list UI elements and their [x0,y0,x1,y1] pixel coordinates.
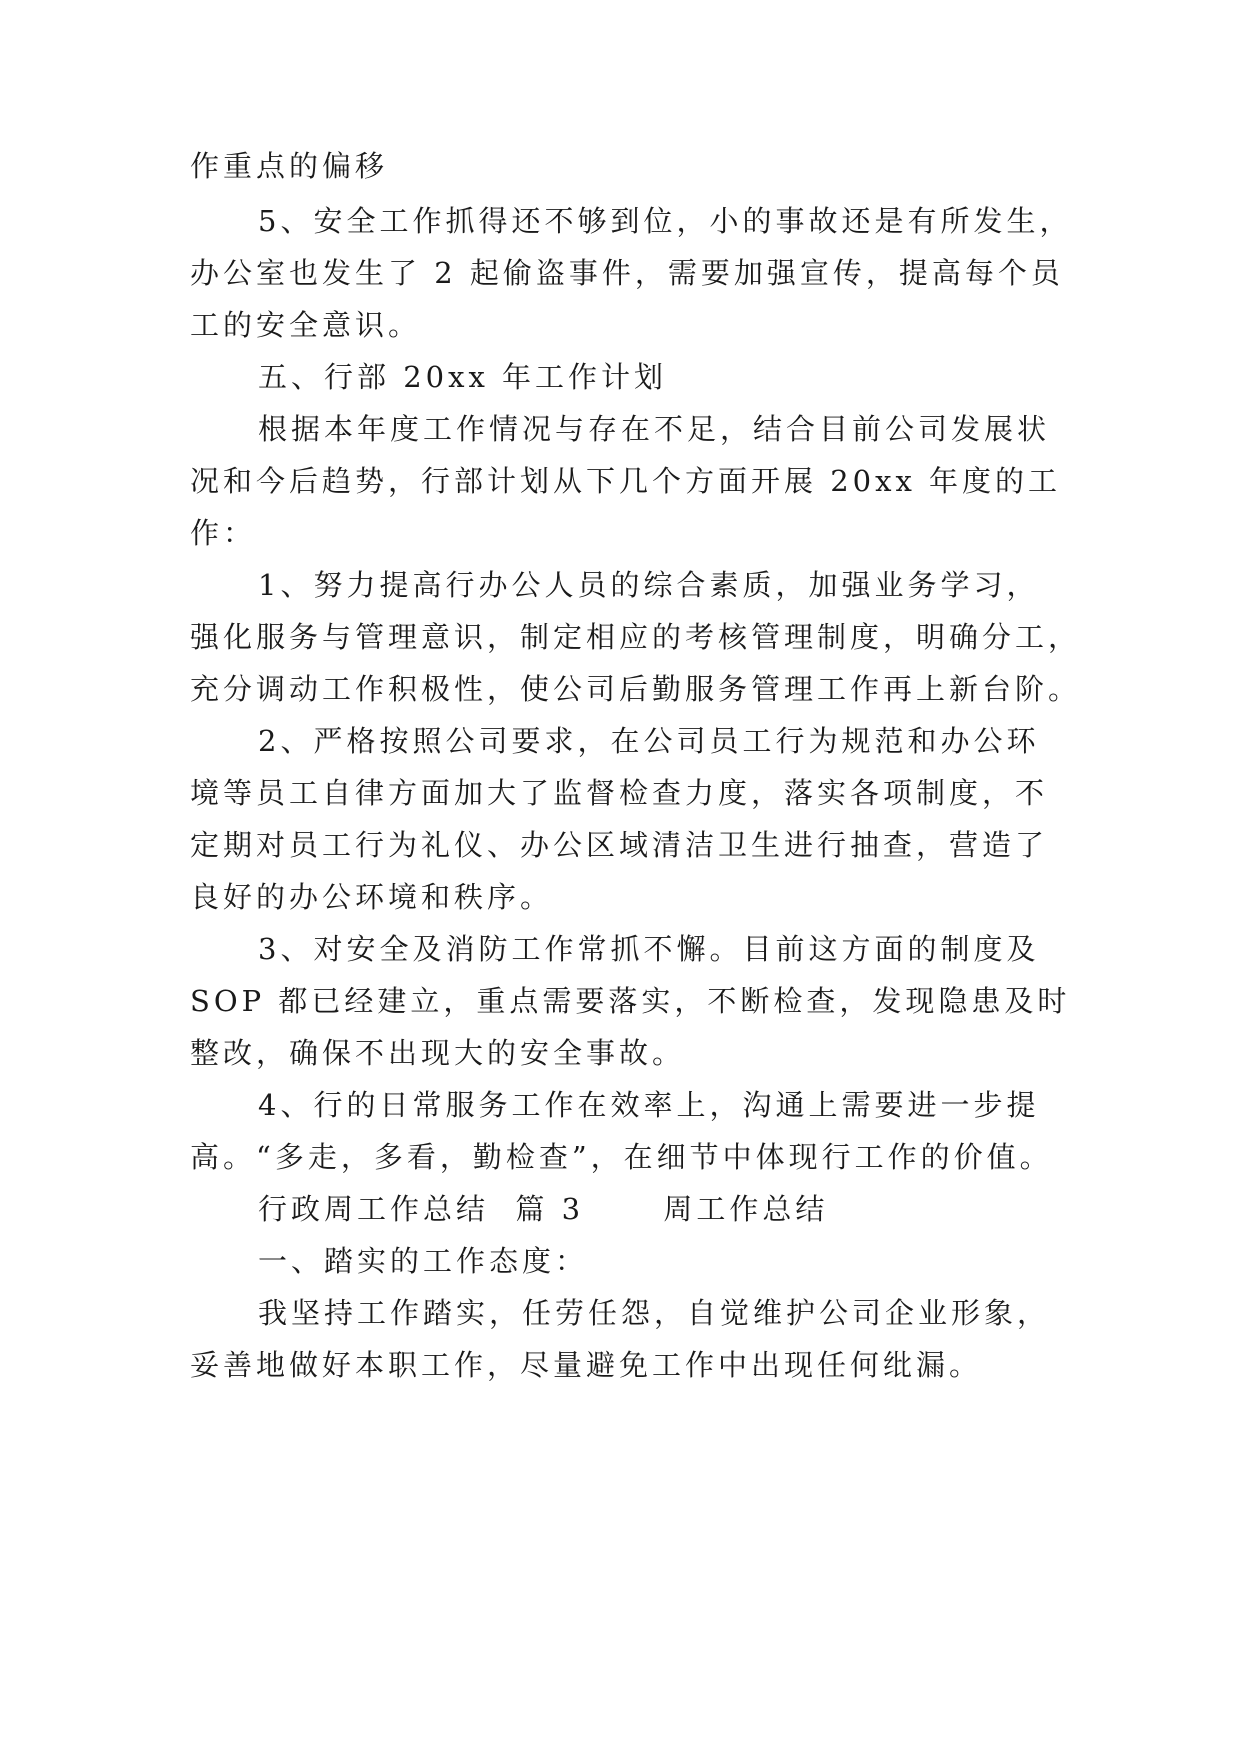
text-line: 整改，确保不出现大的安全事故。 [190,1036,686,1070]
text-line: 况和今后趋势，行部计划从下几个方面开展 20xx 年度的工 [190,464,1062,498]
text-line: 作重点的偏移 [190,149,389,183]
text-line: 一、踏实的工作态度： [258,1244,589,1278]
text-line: 良好的办公环境和秩序。 [190,880,554,914]
text-line: 作： [190,516,257,550]
text-line: 办公室也发生了 2 起偷盗事件，需要加强宣传，提高每个员 [190,256,1064,290]
text-line: 高。“多走，多看，勤检查”，在细节中体现行工作的价值。 [190,1140,1053,1174]
text-line: 根据本年度工作情况与存在不足，结合目前公司发展状 [258,412,1051,446]
text-line: 我坚持工作踏实，任劳任怨，自觉维护公司企业形象， [258,1296,1051,1330]
text-line: 强化服务与管理意识，制定相应的考核管理制度，明确分工， [190,620,1082,654]
text-line: 4、行的日常服务工作在效率上，沟通上需要进一步提 [258,1088,1040,1122]
text-line: 2、严格按照公司要求，在公司员工行为规范和办公环 [258,724,1040,758]
text-line: SOP 都已经建立，重点需要落实，不断检查，发现隐患及时 [190,984,1071,1018]
text-line: 3、对安全及消防工作常抓不懈。目前这方面的制度及 [258,932,1040,966]
text-line: 1、努力提高行办公人员的综合素质，加强业务学习， [258,568,1040,602]
text-line: 境等员工自律方面加大了监督检查力度，落实各项制度，不 [190,776,1049,810]
text-line: 充分调动工作积极性，使公司后勤服务管理工作再上新台阶。 [190,672,1082,706]
text-line: 5、安全工作抓得还不够到位，小的事故还是有所发生， [258,204,1073,238]
text-line: 定期对员工行为礼仪、办公区域清洁卫生进行抽查，营造了 [190,828,1049,862]
section-heading: 行政周工作总结 篇 3 周工作总结 [258,1192,829,1226]
text-line: 五、行部 20xx 年工作计划 [258,360,668,394]
text-line: 工的安全意识。 [190,308,422,342]
text-line: 妥善地做好本职工作，尽量避免工作中出现任何纰漏。 [190,1348,983,1382]
